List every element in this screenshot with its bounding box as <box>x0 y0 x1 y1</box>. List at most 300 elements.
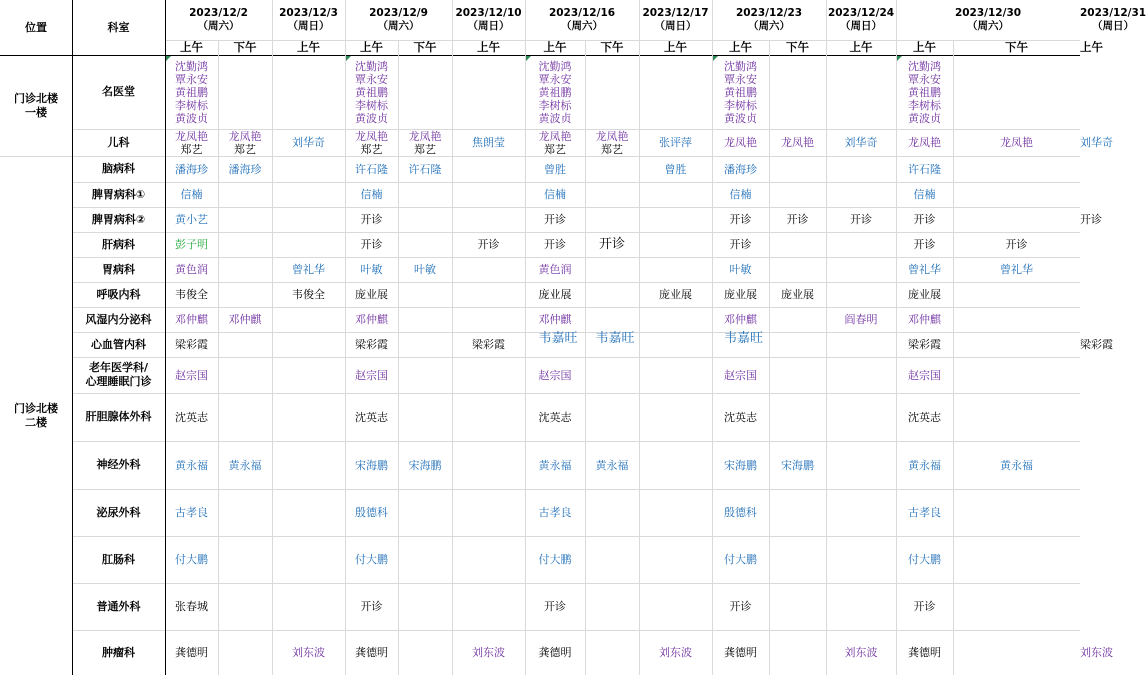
dept-name <box>72 489 165 536</box>
schedule-cell[interactable] <box>345 630 398 675</box>
schedule-cell[interactable] <box>218 207 272 232</box>
schedule-cell[interactable] <box>398 129 452 156</box>
schedule-cell[interactable] <box>345 489 398 536</box>
doctor-name: 庞业展 <box>781 288 814 301</box>
schedule-cell[interactable] <box>896 55 953 129</box>
schedule-cell[interactable] <box>1080 207 1102 232</box>
schedule-cell[interactable] <box>896 129 953 156</box>
schedule-cell[interactable] <box>525 129 585 156</box>
schedule-cell[interactable] <box>525 207 585 232</box>
schedule-cell[interactable] <box>398 536 452 583</box>
schedule-cell[interactable] <box>165 441 218 489</box>
schedule-cell[interactable] <box>953 207 1080 232</box>
schedule-cell[interactable] <box>525 630 585 675</box>
doctor-name: 开诊 <box>729 213 752 226</box>
schedule-cell[interactable] <box>712 630 769 675</box>
doctor-name: 黄祖鹏 <box>175 85 208 99</box>
schedule-cell[interactable] <box>826 129 896 156</box>
schedule-cell[interactable] <box>826 357 896 393</box>
schedule-cell[interactable] <box>639 332 712 357</box>
schedule-cell[interactable] <box>826 282 896 307</box>
session-text: 上午 <box>543 40 567 54</box>
schedule-cell[interactable] <box>712 257 769 282</box>
location-header <box>0 0 72 55</box>
schedule-cell[interactable] <box>639 207 712 232</box>
schedule-cell[interactable] <box>769 156 826 182</box>
schedule-cell[interactable] <box>218 129 272 156</box>
doctor-name: 信楠 <box>360 188 383 201</box>
doctor-name: 开诊 <box>850 213 872 226</box>
schedule-cell[interactable] <box>345 282 398 307</box>
schedule-cell[interactable] <box>896 182 953 207</box>
schedule-cell[interactable] <box>345 357 398 393</box>
schedule-cell[interactable] <box>639 583 712 630</box>
schedule-cell[interactable] <box>525 282 585 307</box>
schedule-cell[interactable] <box>769 332 826 357</box>
schedule-cell[interactable] <box>639 489 712 536</box>
schedule-cell[interactable] <box>165 55 218 129</box>
doctor-name: 龙凤艳 <box>1000 136 1033 149</box>
schedule-cell[interactable] <box>585 489 639 536</box>
date-header <box>345 0 452 40</box>
schedule-cell[interactable] <box>218 257 272 282</box>
schedule-cell[interactable] <box>452 257 525 282</box>
doctor-name: 覃永安 <box>908 72 941 86</box>
schedule-cell[interactable] <box>769 441 826 489</box>
schedule-cell[interactable] <box>826 630 896 675</box>
schedule-cell[interactable] <box>639 257 712 282</box>
doctor-name: 沈勤鸿 <box>724 59 757 73</box>
schedule-cell[interactable] <box>452 357 525 393</box>
schedule-cell[interactable] <box>345 257 398 282</box>
dept-name <box>72 156 165 182</box>
dept-header-text: 科室 <box>107 21 130 34</box>
schedule-cell[interactable] <box>398 357 452 393</box>
schedule-cell[interactable] <box>165 282 218 307</box>
schedule-cell[interactable] <box>769 282 826 307</box>
schedule-cell[interactable] <box>953 332 1080 357</box>
schedule-cell[interactable] <box>272 232 345 257</box>
doctor-name: 曾胜 <box>664 162 687 176</box>
schedule-cell[interactable] <box>452 55 525 129</box>
schedule-cell[interactable] <box>712 536 769 583</box>
schedule-cell[interactable] <box>345 129 398 156</box>
schedule-cell[interactable] <box>218 630 272 675</box>
date-header <box>525 0 639 40</box>
doctor-name: 开诊 <box>729 600 752 613</box>
schedule-cell[interactable] <box>826 307 896 332</box>
schedule-cell[interactable] <box>639 536 712 583</box>
schedule-cell[interactable] <box>345 156 398 182</box>
schedule-cell[interactable] <box>345 307 398 332</box>
schedule-cell[interactable] <box>639 156 712 182</box>
schedule-cell[interactable] <box>272 282 345 307</box>
doctor-name: 黄波贞 <box>538 111 572 125</box>
schedule-cell[interactable] <box>398 282 452 307</box>
schedule-cell[interactable] <box>896 207 953 232</box>
schedule-cell[interactable] <box>585 307 639 332</box>
schedule-cell[interactable] <box>769 536 826 583</box>
doctor-name: 开诊 <box>913 238 936 251</box>
schedule-cell[interactable] <box>953 583 1080 630</box>
schedule-cell[interactable] <box>585 207 639 232</box>
schedule-cell[interactable] <box>769 55 826 129</box>
schedule-cell[interactable] <box>272 357 345 393</box>
schedule-cell[interactable] <box>165 332 218 357</box>
schedule-cell[interactable] <box>769 232 826 257</box>
schedule-cell[interactable] <box>826 393 896 441</box>
schedule-cell[interactable] <box>585 583 639 630</box>
schedule-cell[interactable] <box>165 156 218 182</box>
doctor-name: 郑艺 <box>180 142 203 156</box>
doctor-name: 龚德明 <box>538 646 572 659</box>
schedule-cell[interactable] <box>272 257 345 282</box>
doctor-name: 开诊 <box>360 600 383 613</box>
schedule-cell[interactable] <box>272 441 345 489</box>
schedule-cell[interactable] <box>398 232 452 257</box>
schedule-cell[interactable] <box>585 257 639 282</box>
schedule-cell[interactable] <box>769 129 826 156</box>
schedule-cell[interactable] <box>639 307 712 332</box>
schedule-cell[interactable] <box>712 129 769 156</box>
schedule-cell[interactable] <box>218 182 272 207</box>
dept-name <box>72 393 165 441</box>
schedule-cell[interactable] <box>218 55 272 129</box>
schedule-cell[interactable] <box>165 357 218 393</box>
schedule-cell[interactable] <box>165 630 218 675</box>
schedule-cell[interactable] <box>218 357 272 393</box>
schedule-cell[interactable] <box>272 332 345 357</box>
schedule-cell[interactable] <box>165 583 218 630</box>
doctor-name: 龙凤艳 <box>355 129 388 143</box>
schedule-cell[interactable] <box>525 232 585 257</box>
schedule-cell[interactable] <box>452 489 525 536</box>
schedule-cell[interactable] <box>218 536 272 583</box>
schedule-cell[interactable] <box>345 536 398 583</box>
dept-name-line: 名医堂 <box>102 85 135 98</box>
schedule-cell[interactable] <box>769 257 826 282</box>
doctor-name: 龙凤艳 <box>408 129 442 143</box>
schedule-cell[interactable] <box>826 441 896 489</box>
schedule-cell[interactable] <box>218 393 272 441</box>
schedule-cell[interactable] <box>218 441 272 489</box>
schedule-cell[interactable] <box>896 583 953 630</box>
schedule-cell[interactable] <box>712 232 769 257</box>
schedule-cell[interactable] <box>398 156 452 182</box>
doctor-name: 龚德明 <box>355 646 388 659</box>
schedule-cell[interactable] <box>712 583 769 630</box>
schedule-cell[interactable] <box>639 129 712 156</box>
schedule-cell[interactable] <box>585 357 639 393</box>
schedule-cell[interactable] <box>398 332 452 357</box>
schedule-cell[interactable] <box>525 182 585 207</box>
schedule-cell[interactable] <box>826 489 896 536</box>
schedule-cell[interactable] <box>639 441 712 489</box>
schedule-cell[interactable] <box>769 207 826 232</box>
schedule-cell[interactable] <box>452 536 525 583</box>
schedule-cell[interactable] <box>165 393 218 441</box>
schedule-cell[interactable] <box>452 583 525 630</box>
schedule-cell[interactable] <box>712 332 769 357</box>
schedule-cell[interactable] <box>769 393 826 441</box>
schedule-cell[interactable] <box>452 393 525 441</box>
dept-name <box>72 357 165 393</box>
schedule-cell[interactable] <box>896 232 953 257</box>
schedule-cell[interactable] <box>398 583 452 630</box>
schedule-cell[interactable] <box>953 156 1080 182</box>
schedule-cell[interactable] <box>826 583 896 630</box>
schedule-cell[interactable] <box>585 55 639 129</box>
schedule-cell[interactable] <box>398 307 452 332</box>
schedule-cell[interactable] <box>452 156 525 182</box>
session-header <box>639 40 712 55</box>
schedule-cell[interactable] <box>218 583 272 630</box>
doctor-name: 沈勤鸿 <box>538 59 572 73</box>
schedule-cell[interactable] <box>345 583 398 630</box>
doctor-name: 开诊 <box>913 213 936 226</box>
schedule-cell[interactable] <box>272 207 345 232</box>
schedule-cell[interactable] <box>165 489 218 536</box>
schedule-cell[interactable] <box>953 257 1080 282</box>
dept-name <box>72 207 165 232</box>
schedule-cell[interactable] <box>165 129 218 156</box>
schedule-cell[interactable] <box>525 332 585 357</box>
schedule-cell[interactable] <box>896 536 953 583</box>
schedule-cell[interactable] <box>896 630 953 675</box>
schedule-cell[interactable] <box>345 207 398 232</box>
schedule-cell[interactable] <box>452 232 525 257</box>
schedule-cell[interactable] <box>639 282 712 307</box>
schedule-cell[interactable] <box>953 536 1080 583</box>
schedule-cell[interactable] <box>452 307 525 332</box>
schedule-cell[interactable] <box>165 232 218 257</box>
schedule-cell[interactable] <box>1080 129 1113 156</box>
schedule-cell[interactable] <box>272 630 345 675</box>
schedule-cell[interactable] <box>712 207 769 232</box>
schedule-cell[interactable] <box>398 207 452 232</box>
schedule-cell[interactable] <box>639 232 712 257</box>
schedule-cell[interactable] <box>826 232 896 257</box>
schedule-cell[interactable] <box>272 307 345 332</box>
doctor-name: 付大鹏 <box>175 553 208 566</box>
schedule-cell[interactable] <box>896 357 953 393</box>
schedule-cell[interactable] <box>345 393 398 441</box>
schedule-cell[interactable] <box>953 307 1080 332</box>
schedule-cell[interactable] <box>953 441 1080 489</box>
schedule-cell[interactable] <box>769 307 826 332</box>
schedule-cell[interactable] <box>585 232 639 257</box>
schedule-cell[interactable] <box>525 489 585 536</box>
schedule-cell[interactable] <box>769 583 826 630</box>
session-text: 下午 <box>233 40 257 54</box>
date-text: 2023/12/30 <box>954 7 1022 19</box>
schedule-cell[interactable] <box>953 232 1080 257</box>
schedule-cell[interactable] <box>585 282 639 307</box>
dept-name-line: 神经外科 <box>96 458 141 471</box>
doctor-name: 李树标 <box>908 98 941 112</box>
schedule-cell[interactable] <box>525 393 585 441</box>
doctor-name: 刘华奇 <box>292 136 325 149</box>
schedule-cell[interactable] <box>452 441 525 489</box>
schedule-cell[interactable] <box>218 489 272 536</box>
schedule-cell[interactable] <box>585 156 639 182</box>
schedule-cell[interactable] <box>345 182 398 207</box>
schedule-cell[interactable] <box>585 332 639 357</box>
doctor-name: 黄祖鹏 <box>355 85 388 99</box>
doctor-name: 黄波贞 <box>908 111 941 125</box>
schedule-cell[interactable] <box>769 489 826 536</box>
schedule-cell[interactable] <box>712 307 769 332</box>
schedule-cell[interactable] <box>272 489 345 536</box>
schedule-cell[interactable] <box>639 630 712 675</box>
schedule-cell[interactable] <box>272 583 345 630</box>
schedule-cell[interactable] <box>585 182 639 207</box>
dept-name-line: 泌尿外科 <box>96 505 141 519</box>
schedule-cell[interactable] <box>525 307 585 332</box>
schedule-cell[interactable] <box>639 357 712 393</box>
schedule-cell[interactable] <box>826 257 896 282</box>
schedule-cell[interactable] <box>272 129 345 156</box>
schedule-cell[interactable] <box>712 357 769 393</box>
schedule-cell[interactable] <box>585 441 639 489</box>
schedule-cell[interactable] <box>165 182 218 207</box>
schedule-cell[interactable] <box>272 182 345 207</box>
schedule-cell[interactable] <box>953 357 1080 393</box>
doctor-name: 覃永安 <box>175 72 208 86</box>
doctor-name: 开诊 <box>477 238 500 251</box>
schedule-cell[interactable] <box>712 156 769 182</box>
schedule-cell[interactable] <box>525 536 585 583</box>
schedule-cell[interactable] <box>452 129 525 156</box>
schedule-cell[interactable] <box>896 489 953 536</box>
schedule-cell[interactable] <box>272 55 345 129</box>
doctor-name: 赵宗国 <box>355 368 388 382</box>
schedule-cell[interactable] <box>398 55 452 129</box>
schedule-cell[interactable] <box>452 630 525 675</box>
schedule-cell[interactable] <box>953 182 1080 207</box>
dept-name-line: 心理睡眠门诊 <box>85 375 152 388</box>
dept-name <box>72 307 165 332</box>
schedule-cell[interactable] <box>826 536 896 583</box>
schedule-cell[interactable] <box>345 441 398 489</box>
schedule-cell[interactable] <box>896 393 953 441</box>
schedule-cell[interactable] <box>398 393 452 441</box>
schedule-cell[interactable] <box>525 583 585 630</box>
schedule-cell[interactable] <box>452 282 525 307</box>
schedule-cell[interactable] <box>953 129 1080 156</box>
comment-flag-icon <box>526 56 531 61</box>
schedule-cell[interactable] <box>272 393 345 441</box>
dept-name <box>72 232 165 257</box>
schedule-cell[interactable] <box>345 55 398 129</box>
schedule-cell[interactable] <box>712 282 769 307</box>
schedule-cell[interactable] <box>896 441 953 489</box>
doctor-name: 许石隆 <box>408 162 442 176</box>
doctor-name: 黄波贞 <box>355 111 388 125</box>
schedule-cell[interactable] <box>585 536 639 583</box>
schedule-cell[interactable] <box>525 257 585 282</box>
schedule-cell[interactable] <box>769 630 826 675</box>
schedule-cell[interactable] <box>1080 630 1113 675</box>
schedule-cell[interactable] <box>585 393 639 441</box>
doctor-name: 潘海珍 <box>228 162 262 176</box>
schedule-cell[interactable] <box>525 357 585 393</box>
schedule-cell[interactable] <box>769 182 826 207</box>
schedule-cell[interactable] <box>639 55 712 129</box>
schedule-cell[interactable] <box>452 332 525 357</box>
schedule-cell[interactable] <box>272 536 345 583</box>
schedule-cell[interactable] <box>398 489 452 536</box>
schedule-cell[interactable] <box>712 182 769 207</box>
doctor-name: 庞业展 <box>724 288 757 301</box>
schedule-cell[interactable] <box>218 156 272 182</box>
schedule-cell[interactable] <box>452 182 525 207</box>
schedule-cell[interactable] <box>769 357 826 393</box>
schedule-cell[interactable] <box>896 282 953 307</box>
schedule-cell[interactable] <box>525 156 585 182</box>
schedule-cell[interactable] <box>165 536 218 583</box>
doctor-name: 开诊 <box>544 238 566 251</box>
schedule-cell[interactable] <box>712 441 769 489</box>
schedule-cell[interactable] <box>826 182 896 207</box>
schedule-cell[interactable] <box>639 182 712 207</box>
schedule-cell[interactable] <box>218 282 272 307</box>
schedule-cell[interactable] <box>525 55 585 129</box>
schedule-cell[interactable] <box>398 441 452 489</box>
schedule-cell[interactable] <box>826 207 896 232</box>
schedule-cell[interactable] <box>165 307 218 332</box>
schedule-cell[interactable] <box>953 630 1080 675</box>
schedule-cell[interactable] <box>639 393 712 441</box>
schedule-cell[interactable] <box>272 156 345 182</box>
schedule-cell[interactable] <box>1080 332 1113 357</box>
schedule-cell[interactable] <box>398 182 452 207</box>
schedule-cell[interactable] <box>896 257 953 282</box>
schedule-cell[interactable] <box>826 332 896 357</box>
schedule-cell[interactable] <box>345 232 398 257</box>
schedule-cell[interactable] <box>826 55 896 129</box>
schedule-cell[interactable] <box>953 282 1080 307</box>
schedule-cell[interactable] <box>712 489 769 536</box>
schedule-cell[interactable] <box>896 332 953 357</box>
schedule-cell[interactable] <box>398 630 452 675</box>
schedule-cell[interactable] <box>218 232 272 257</box>
schedule-cell[interactable] <box>218 307 272 332</box>
schedule-cell[interactable] <box>165 257 218 282</box>
doctor-name: 殷德科 <box>724 506 757 519</box>
schedule-cell[interactable] <box>398 257 452 282</box>
schedule-cell[interactable] <box>585 630 639 675</box>
schedule-cell[interactable] <box>585 129 639 156</box>
doctor-name: 潘海珍 <box>175 162 208 176</box>
session-header <box>398 40 452 55</box>
schedule-cell[interactable] <box>896 156 953 182</box>
schedule-cell[interactable] <box>953 393 1080 441</box>
schedule-cell[interactable] <box>525 441 585 489</box>
schedule-cell[interactable] <box>345 332 398 357</box>
schedule-cell[interactable] <box>452 207 525 232</box>
schedule-cell[interactable] <box>218 332 272 357</box>
schedule-cell[interactable] <box>712 393 769 441</box>
schedule-cell[interactable] <box>712 55 769 129</box>
schedule-cell[interactable] <box>953 55 1080 129</box>
schedule-cell[interactable] <box>165 207 218 232</box>
doctor-name: 庞业展 <box>659 288 692 301</box>
schedule-cell[interactable] <box>826 156 896 182</box>
schedule-cell[interactable] <box>896 307 953 332</box>
schedule-cell[interactable] <box>953 489 1080 536</box>
doctor-name: 梁彩霞 <box>175 338 208 351</box>
